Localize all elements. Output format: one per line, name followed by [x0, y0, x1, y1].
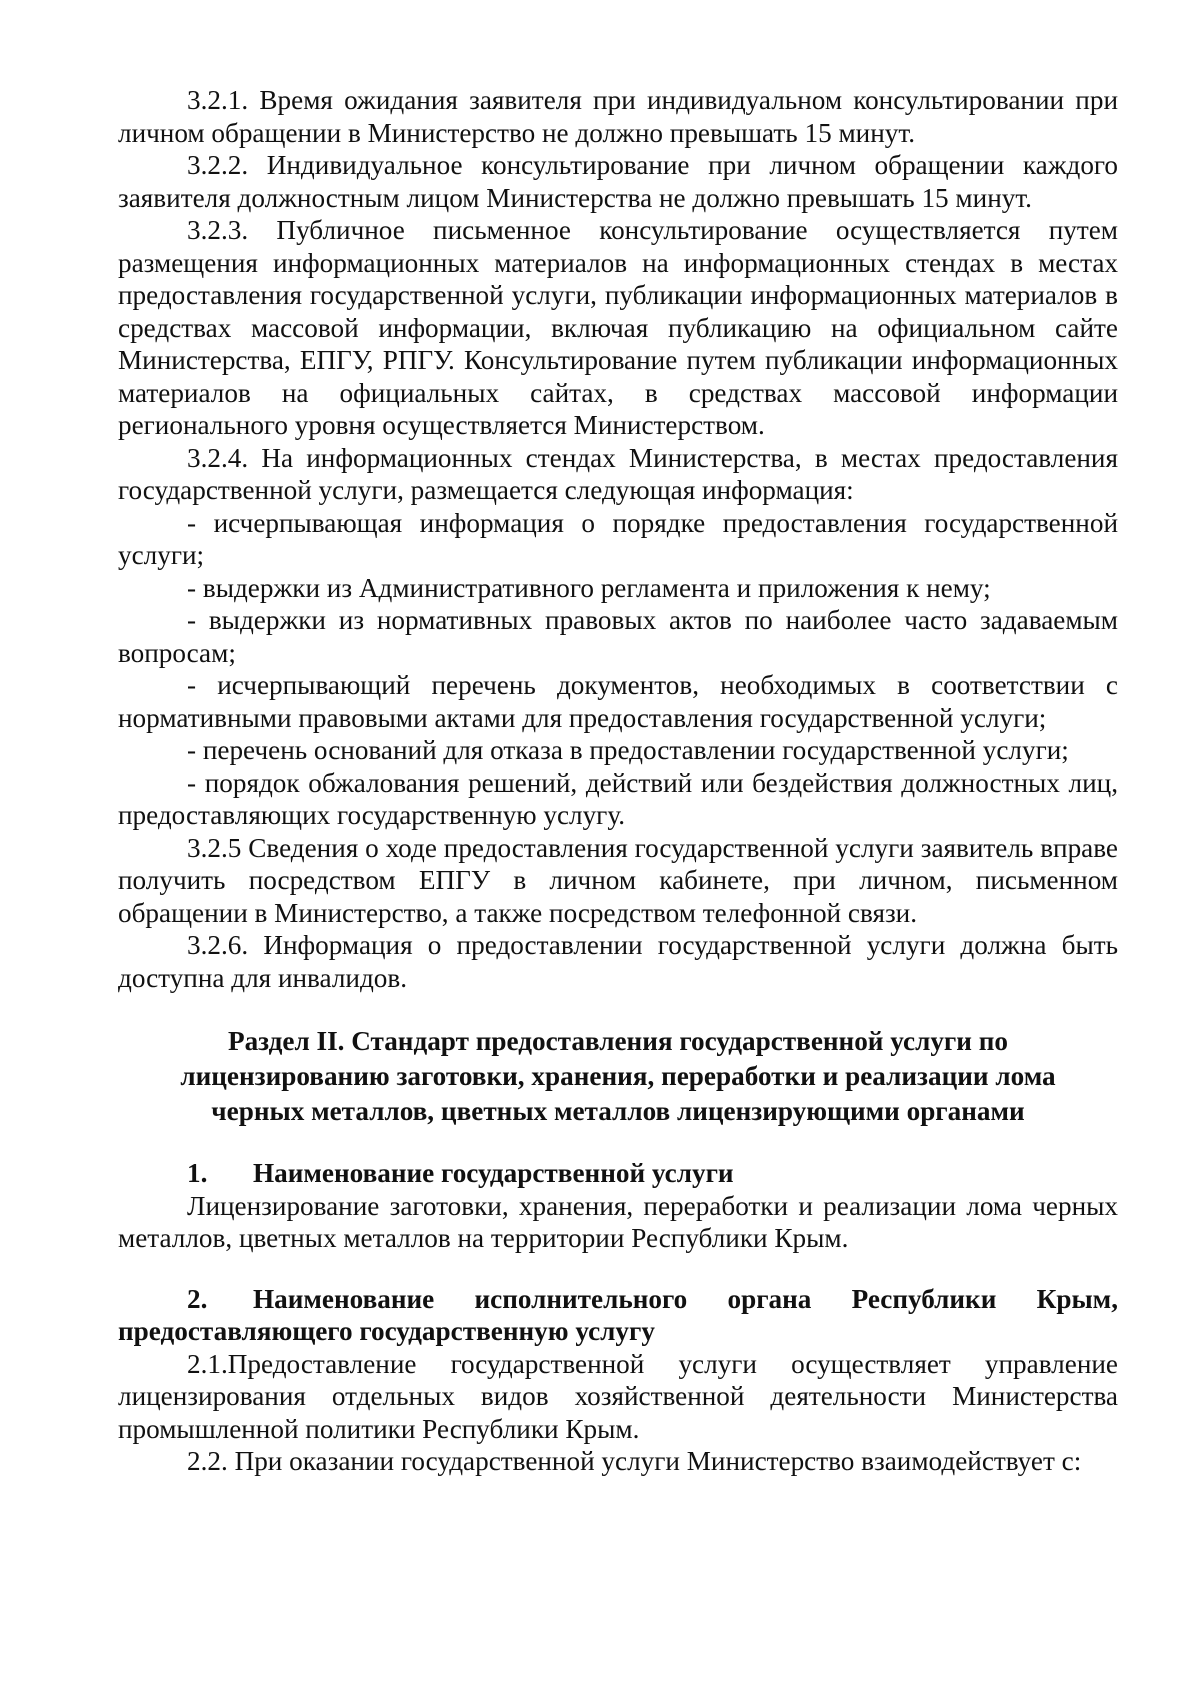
paragraph-2-1: 2.1.Предоставление государственной услуги осуществляет управление лицензирования отдельных видов хозяйственной деятельности Министерства промышленной политики Республики Крым. [118, 1348, 1118, 1444]
subsection-1-title: Наименование государственной услуги [253, 1158, 734, 1188]
paragraph-3-2-6: 3.2.6. Информация о предоставлении государственной услуги должна быть доступна для инвалидов. [118, 930, 1118, 993]
list-item-legal-acts-excerpts: - выдержки из нормативных правовых актов по наиболее часто задаваемым вопросам; [118, 605, 1118, 668]
paragraph-3-2-3: 3.2.3. Публичное письменное консультирование осуществляется путем размещения информационных материалов на информационных стендах в местах предоставления государственной услуги, публикации информационных материалов в средствах массовой информации, включая публикацию на официальном сайте Министерства, ЕПГУ, РПГУ. Консультирование путем публикации информационных материалов на официальных сайтах, в средствах массовой информации регионального уровня осуществляется Министерством. [118, 215, 1118, 440]
document-page [118, 84, 1118, 1478]
paragraph-3-2-2: 3.2.2. Индивидуальное консультирование при личном обращении каждого заявителя должностным лицом Министерства не должно превышать 15 минут. [118, 150, 1118, 213]
paragraph-2-2: 2.2. При оказании государственной услуги Министерство взаимодействует с: [187, 1446, 1082, 1476]
subsection-2-title: Наименование исполнительного органа Республики Крым, предоставляющего государственную услугу [118, 1283, 1118, 1346]
subsection-2-number: 2. [187, 1283, 208, 1314]
list-item-regulation-excerpts: - выдержки из Административного регламента и приложения к нему; [187, 572, 991, 603]
list-item-documents-list: - исчерпывающий перечень документов, необходимых в соответствии с нормативными правовыми актами для предоставления государственной услуги; [118, 670, 1118, 733]
list-item-appeal-procedure: - порядок обжалования решений, действий или бездействия должностных лиц, предоставляющих государственную услугу. [118, 767, 1118, 830]
subsection-2-heading [118, 1283, 1118, 1348]
list-item-info-procedure: - исчерпывающая информация о порядке предоставления государственной услуги; [118, 507, 1118, 570]
paragraph-3-2-4: 3.2.4. На информационных стендах Министерства, в местах предоставления государственной услуги, размещается следующая информация: [118, 442, 1118, 505]
spacer [118, 1129, 1118, 1157]
subsection-1-number: 1. [187, 1158, 208, 1188]
paragraph-3-2-1: 3.2.1. Время ожидания заявителя при индивидуальном консультировании при личном обращении в Министерство не должно превышать 15 минут. [118, 85, 1118, 148]
spacer [118, 994, 1118, 1024]
subsection-1-text: Лицензирование заготовки, хранения, переработки и реализации лома черных металлов, цветных металлов на территории Республики Крым. [118, 1190, 1118, 1253]
list-item-refusal-grounds: - перечень оснований для отказа в предоставлении государственной услуги; [187, 735, 1069, 765]
section-title-line: лицензированию заготовки, хранения, переработки и реализации лома [180, 1061, 1056, 1091]
subsection-1-heading [118, 1157, 1118, 1190]
section-title [118, 1024, 1118, 1129]
spacer [118, 1255, 1118, 1283]
section-title-line: Раздел II. Стандарт предоставления государственной услуги по [227, 1026, 1009, 1056]
section-title-line: черных металлов, цветных металлов лицензирующими органами [211, 1096, 1025, 1126]
paragraph-3-2-5: 3.2.5 Сведения о ходе предоставления государственной услуги заявитель вправе получить посредством ЕПГУ в личном кабинете, при личном, письменном обращении в Министерство, а также посредством телефонной связи. [118, 832, 1118, 928]
